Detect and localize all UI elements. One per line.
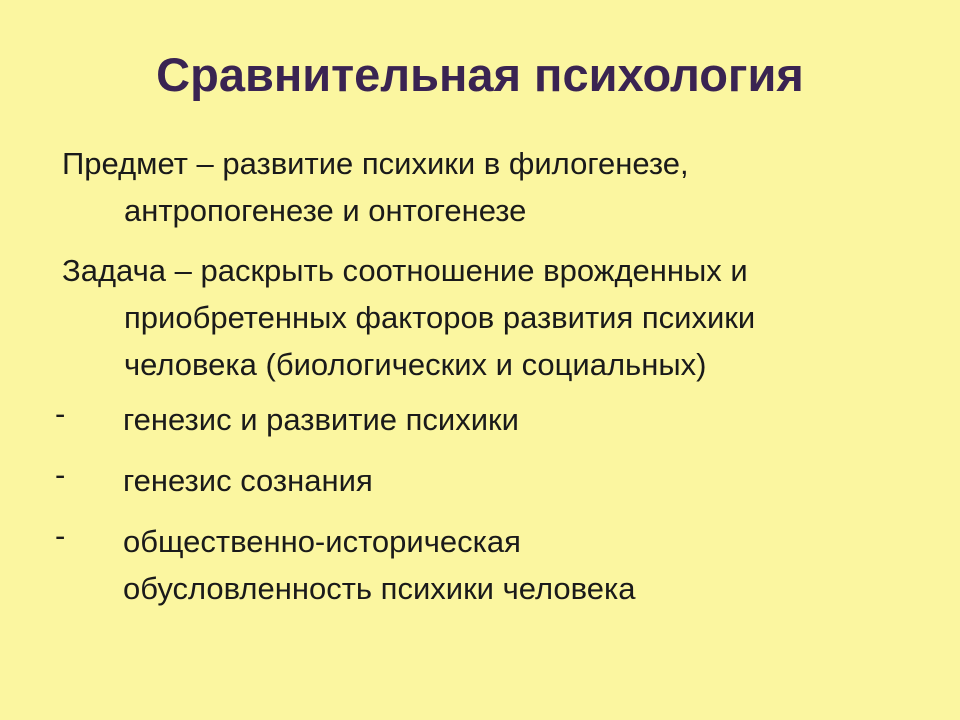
bullet-text: обусловленность психики человека [123, 571, 636, 606]
bullet-text: генезис сознания [123, 463, 373, 498]
subject-line-1: Предмет – развитие психики в филогенезе, [62, 146, 689, 181]
subject-paragraph [62, 140, 922, 234]
bullet-dash: - [55, 396, 66, 431]
task-line-2: приобретенных факторов развития психики [124, 300, 756, 335]
task-paragraph [62, 247, 922, 388]
bullet-item [55, 518, 915, 612]
bullet-text: генезис и развитие психики [123, 402, 519, 437]
bullet-text: общественно-историческая [123, 524, 521, 559]
slide-title: Сравнительная психология [156, 48, 804, 101]
task-line-3: человека (биологических и социальных) [124, 347, 707, 382]
bullet-item [55, 396, 915, 443]
task-line-1: Задача – раскрыть соотношение врожденных и [62, 253, 748, 288]
bullet-dash: - [55, 457, 66, 492]
bullet-item [55, 457, 915, 504]
subject-line-2: антропогенезе и онтогенезе [124, 193, 527, 228]
bullet-dash: - [55, 518, 66, 553]
